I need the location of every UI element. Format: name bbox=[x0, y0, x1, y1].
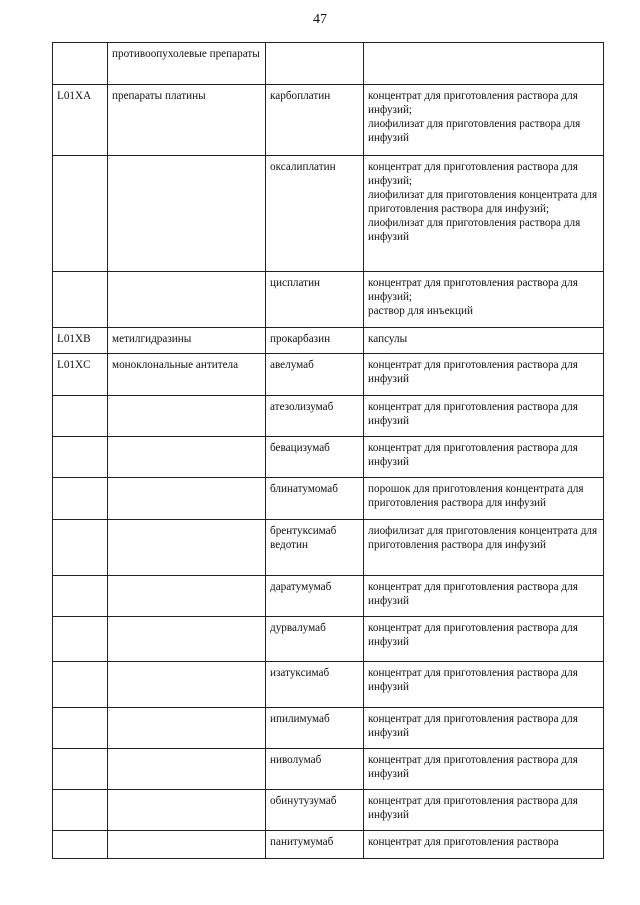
atc-code-cell bbox=[53, 437, 108, 478]
drug-name-cell: блинатумомаб bbox=[266, 478, 364, 520]
dosage-form-text: концентрат для приготовления раствора для инфузий bbox=[368, 713, 578, 739]
atc-code-cell: L01XC bbox=[53, 354, 108, 396]
table-row bbox=[53, 790, 604, 831]
atc-code-cell bbox=[53, 576, 108, 617]
table-row bbox=[53, 437, 604, 478]
atc-code-cell bbox=[53, 617, 108, 662]
atc-code-cell bbox=[53, 396, 108, 437]
drug-name-cell: панитумумаб bbox=[266, 831, 364, 859]
dosage-form-text: концентрат для приготовления раствора для инфузий bbox=[368, 359, 578, 385]
table-row bbox=[53, 749, 604, 790]
dosage-form-text: лиофилизат для приготовления концентрата для приготовления раствора для инфузий bbox=[368, 525, 598, 551]
drug-name-cell: ниволумаб bbox=[266, 749, 364, 790]
dosage-form-cell bbox=[364, 617, 604, 662]
table-row bbox=[53, 85, 604, 156]
table-row bbox=[53, 662, 604, 708]
dosage-form-cell bbox=[364, 749, 604, 790]
dosage-form-text: концентрат для приготовления раствора для инфузий bbox=[368, 795, 578, 821]
atc-code-cell: L01XB bbox=[53, 328, 108, 354]
anatomical-group-cell bbox=[108, 749, 266, 790]
table-row bbox=[53, 520, 604, 576]
drug-name-cell: изатуксимаб bbox=[266, 662, 364, 708]
atc-code-cell bbox=[53, 156, 108, 272]
atc-code-cell bbox=[53, 662, 108, 708]
table-row bbox=[53, 354, 604, 396]
dosage-form-cell bbox=[364, 520, 604, 576]
anatomical-group-cell bbox=[108, 617, 266, 662]
dosage-form-cell bbox=[364, 790, 604, 831]
anatomical-group-cell bbox=[108, 831, 266, 859]
table-row bbox=[53, 43, 604, 85]
dosage-form-cell bbox=[364, 328, 604, 354]
table-row bbox=[53, 831, 604, 859]
table-row bbox=[53, 576, 604, 617]
drug-name-cell: оксалиплатин bbox=[266, 156, 364, 272]
dosage-form-cell bbox=[364, 43, 604, 85]
table-row bbox=[53, 272, 604, 328]
drug-name-cell: цисплатин bbox=[266, 272, 364, 328]
drug-table-body bbox=[53, 43, 604, 859]
dosage-form-text: концентрат для приготовления раствора bbox=[368, 836, 559, 848]
atc-code-cell bbox=[53, 272, 108, 328]
dosage-form-text: концентрат для приготовления раствора для инфузий bbox=[368, 667, 578, 693]
drug-name-cell: прокарбазин bbox=[266, 328, 364, 354]
atc-code-cell bbox=[53, 520, 108, 576]
drug-name-cell: ипилимумаб bbox=[266, 708, 364, 749]
drug-name-cell: бевацизумаб bbox=[266, 437, 364, 478]
dosage-form-text: концентрат для приготовления раствора для инфузий; bbox=[368, 90, 578, 116]
drug-name-cell: обинутузумаб bbox=[266, 790, 364, 831]
anatomical-group-cell bbox=[108, 790, 266, 831]
dosage-form-text: лиофилизат для приготовления раствора для инфузий bbox=[368, 118, 581, 144]
page-number: 47 bbox=[313, 12, 327, 27]
dosage-form-text: лиофилизат для приготовления раствора для инфузий bbox=[368, 217, 581, 243]
anatomical-group-cell: моноклональные антитела bbox=[108, 354, 266, 396]
drug-name-cell: брентуксимаб ведотин bbox=[266, 520, 364, 576]
dosage-form-text: концентрат для приготовления раствора для инфузий bbox=[368, 442, 578, 468]
anatomical-group-cell bbox=[108, 708, 266, 749]
dosage-form-cell bbox=[364, 576, 604, 617]
anatomical-group-cell bbox=[108, 156, 266, 272]
atc-code-cell bbox=[53, 43, 108, 85]
dosage-form-cell bbox=[364, 85, 604, 156]
table-row bbox=[53, 708, 604, 749]
dosage-form-text: раствор для инъекций bbox=[368, 305, 473, 317]
dosage-form-cell bbox=[364, 156, 604, 272]
atc-code-cell bbox=[53, 831, 108, 859]
table-row bbox=[53, 478, 604, 520]
anatomical-group-cell: метилгидразины bbox=[108, 328, 266, 354]
anatomical-group-cell bbox=[108, 396, 266, 437]
anatomical-group-cell bbox=[108, 662, 266, 708]
dosage-form-cell bbox=[364, 354, 604, 396]
atc-code-cell bbox=[53, 478, 108, 520]
dosage-form-text: капсулы bbox=[368, 333, 408, 345]
dosage-form-text: концентрат для приготовления раствора для инфузий bbox=[368, 622, 578, 648]
drug-table bbox=[52, 42, 604, 859]
atc-code-cell bbox=[53, 708, 108, 749]
drug-name-cell bbox=[266, 43, 364, 85]
anatomical-group-cell bbox=[108, 437, 266, 478]
anatomical-group-cell bbox=[108, 576, 266, 617]
dosage-form-cell bbox=[364, 396, 604, 437]
atc-code-cell bbox=[53, 790, 108, 831]
atc-code-cell bbox=[53, 749, 108, 790]
dosage-form-text: концентрат для приготовления раствора для инфузий bbox=[368, 754, 578, 780]
anatomical-group-cell bbox=[108, 272, 266, 328]
dosage-form-text: концентрат для приготовления раствора для инфузий; bbox=[368, 277, 578, 303]
drug-name-cell: авелумаб bbox=[266, 354, 364, 396]
drug-name-cell: дурвалумаб bbox=[266, 617, 364, 662]
dosage-form-text: концентрат для приготовления раствора для инфузий; bbox=[368, 161, 578, 187]
dosage-form-text: порошок для приготовления концентрата для приготовления раствора для инфузий bbox=[368, 483, 584, 509]
dosage-form-cell bbox=[364, 662, 604, 708]
dosage-form-cell bbox=[364, 478, 604, 520]
drug-name-cell: карбоплатин bbox=[266, 85, 364, 156]
dosage-form-text: лиофилизат для приготовления концентрата для приготовления раствора для инфузий; bbox=[368, 189, 598, 215]
dosage-form-cell bbox=[364, 272, 604, 328]
atc-code-cell: L01XA bbox=[53, 85, 108, 156]
dosage-form-cell bbox=[364, 708, 604, 749]
anatomical-group-cell bbox=[108, 478, 266, 520]
dosage-form-cell bbox=[364, 437, 604, 478]
drug-name-cell: атезолизумаб bbox=[266, 396, 364, 437]
anatomical-group-cell bbox=[108, 520, 266, 576]
table-row bbox=[53, 617, 604, 662]
table-row bbox=[53, 396, 604, 437]
anatomical-group-cell: препараты платины bbox=[108, 85, 266, 156]
dosage-form-text: концентрат для приготовления раствора для инфузий bbox=[368, 401, 578, 427]
anatomical-group-cell: противоопухолевые препараты bbox=[108, 43, 266, 85]
dosage-form-text: концентрат для приготовления раствора для инфузий bbox=[368, 581, 578, 607]
table-row bbox=[53, 328, 604, 354]
dosage-form-cell bbox=[364, 831, 604, 859]
table-row bbox=[53, 156, 604, 272]
drug-name-cell: даратумумаб bbox=[266, 576, 364, 617]
